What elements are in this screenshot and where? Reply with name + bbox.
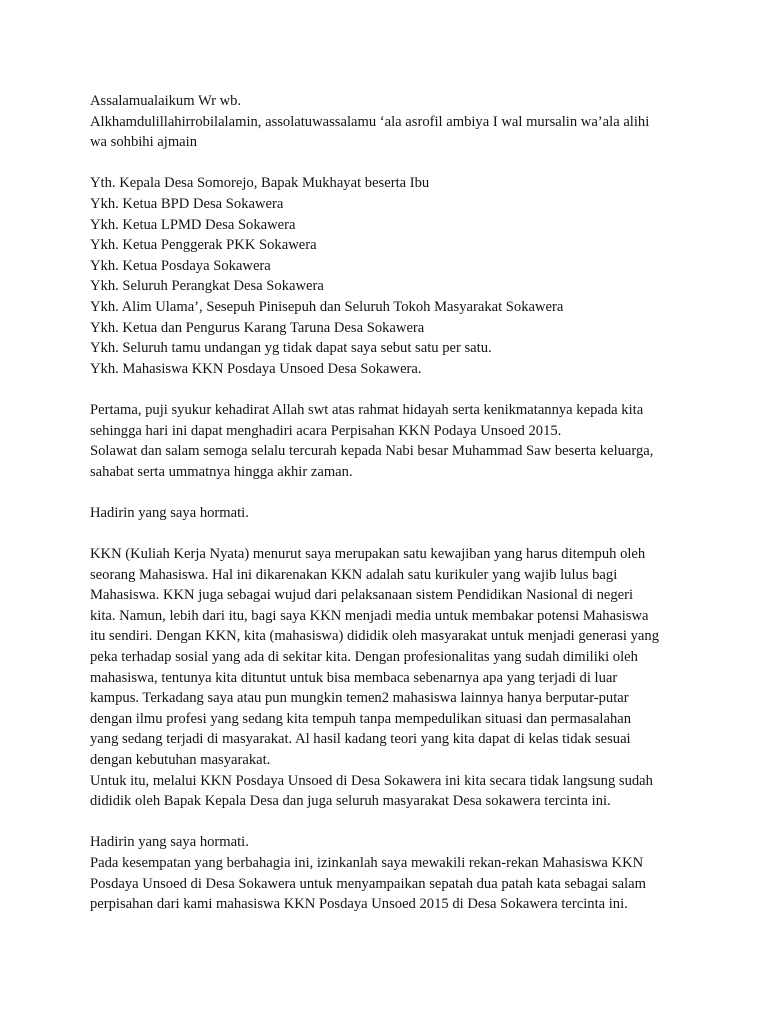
text-line: Untuk itu, melalui KKN Posdaya Unsoed di Desa Sokawera ini kita secara tidak langsung sudah: [90, 772, 653, 789]
text-line: peka terhadap sosial yang ada di sekitar kita. Dengan profesionalitas yang sudah dimiliki oleh: [90, 649, 638, 666]
salutation-line: Ykh. Ketua Posdaya Sokawera: [90, 257, 271, 274]
salutation-line: Ykh. Ketua LPMD Desa Sokawera: [90, 216, 296, 233]
greeting-line: Hadirin yang saya hormati.: [90, 834, 249, 851]
text-line: perpisahan dari kami mahasiswa KKN Posdaya Unsoed 2015 di Desa Sokawera tercinta ini.: [90, 896, 628, 913]
greeting-line: Hadirin yang saya hormati.: [90, 504, 249, 521]
salutation-line: Ykh. Ketua BPD Desa Sokawera: [90, 195, 284, 212]
kkn-paragraph: [90, 544, 750, 812]
salutation-line: Yth. Kepala Desa Somorejo, Bapak Mukhayat beserta Ibu: [90, 175, 430, 192]
text-line: dididik oleh Bapak Kepala Desa dan juga seluruh masyarakat Desa sokawera tercinta ini.: [90, 793, 611, 810]
text-line: sehingga hari ini dapat menghadiri acara Perpisahan KKN Podaya Unsoed 2015.: [90, 422, 562, 439]
text-line: Solawat dan salam semoga selalu tercurah kepada Nabi besar Muhammad Saw beserta keluarga,: [90, 443, 654, 460]
text-line: dengan kebutuhan masyarakat.: [90, 752, 271, 768]
text-line: Mahasiswa. KKN juga sebagai wujud dari pelaksanaan sistem Pendidikan Nasional di negeri: [90, 587, 634, 604]
text-line: dengan ilmu profesi yang sedang kita tempuh tanpa mempedulikan situasi dan permasalahan: [90, 710, 632, 727]
gratitude-paragraph: [90, 400, 750, 482]
salutation-line: Ykh. Seluruh tamu undangan yg tidak dapat saya sebut satu per satu.: [90, 340, 492, 357]
salutation-line: Ykh. Ketua Penggerak PKK Sokawera: [90, 237, 317, 254]
text-line: Posdaya Unsoed di Desa Sokawera untuk menyampaikan sepatah dua patah kata sebagai salam: [90, 875, 647, 892]
text-line: Pada kesempatan yang berbahagia ini, izinkanlah saya mewakili rekan-rekan Mahasiswa KKN: [90, 854, 644, 871]
text-line: mahasiswa, tentunya kita dituntut untuk bisa membaca sebenarnya apa yang terjadi di luar: [90, 669, 618, 686]
salutation-line: Ykh. Ketua dan Pengurus Karang Taruna Desa Sokawera: [90, 319, 425, 336]
paragraph-gap: [90, 523, 750, 544]
text-line: sahabat serta ummatnya hingga akhir zaman.: [90, 463, 353, 480]
closing-paragraph: [90, 853, 750, 915]
text-line: wa sohbihi ajmain: [90, 134, 198, 151]
text-line: Assalamualaikum Wr wb.: [90, 93, 242, 109]
text-line: Alkhamdulillahirrobilalamin, assolatuwassalamu ‘ala asrofil ambiya I wal mursalin wa’ala alihi: [90, 113, 650, 130]
text-line: itu sendiri. Dengan KKN, kita (mahasiswa) dididik oleh masyarakat untuk menjadi generasi yang: [90, 628, 660, 645]
text-line: seorang Mahasiswa. Hal ini dikarenakan KKN adalah satu kurikuler yang wajib lulus bagi: [90, 566, 618, 583]
text-line: Pertama, puji syukur kehadirat Allah swt atas rahmat hidayah serta kenikmatannya kepada kita: [90, 401, 644, 418]
text-line: kita. Namun, lebih dari itu, bagi saya KKN menjadi media untuk membakar potensi Mahasiswa: [90, 607, 649, 624]
paragraph-gap: [90, 812, 750, 833]
paragraph-gap: [90, 482, 750, 503]
opening-paragraph: [90, 91, 750, 153]
paragraph-gap: [90, 153, 750, 174]
speech-text: [90, 91, 750, 915]
salutation-line: Ykh. Seluruh Perangkat Desa Sokawera: [90, 278, 324, 295]
salutation-line: Ykh. Mahasiswa KKN Posdaya Unsoed Desa Sokawera.: [90, 360, 422, 377]
text-line: KKN (Kuliah Kerja Nyata) menurut saya merupakan satu kewajiban yang harus ditempuh oleh: [90, 546, 646, 563]
text-line: kampus. Terkadang saya atau pun mungkin temen2 mahasiswa lainnya hanya berputar-putar: [90, 690, 629, 707]
paragraph-gap: [90, 379, 750, 400]
salutation-line: Ykh. Alim Ulama’, Sesepuh Pinisepuh dan Seluruh Tokoh Masyarakat Sokawera: [90, 298, 564, 315]
salutation-list: [90, 173, 750, 379]
text-line: yang sedang terjadi di masyarakat. Al hasil kadang teori yang kita dapat di kelas tidak sesuai: [90, 731, 631, 748]
